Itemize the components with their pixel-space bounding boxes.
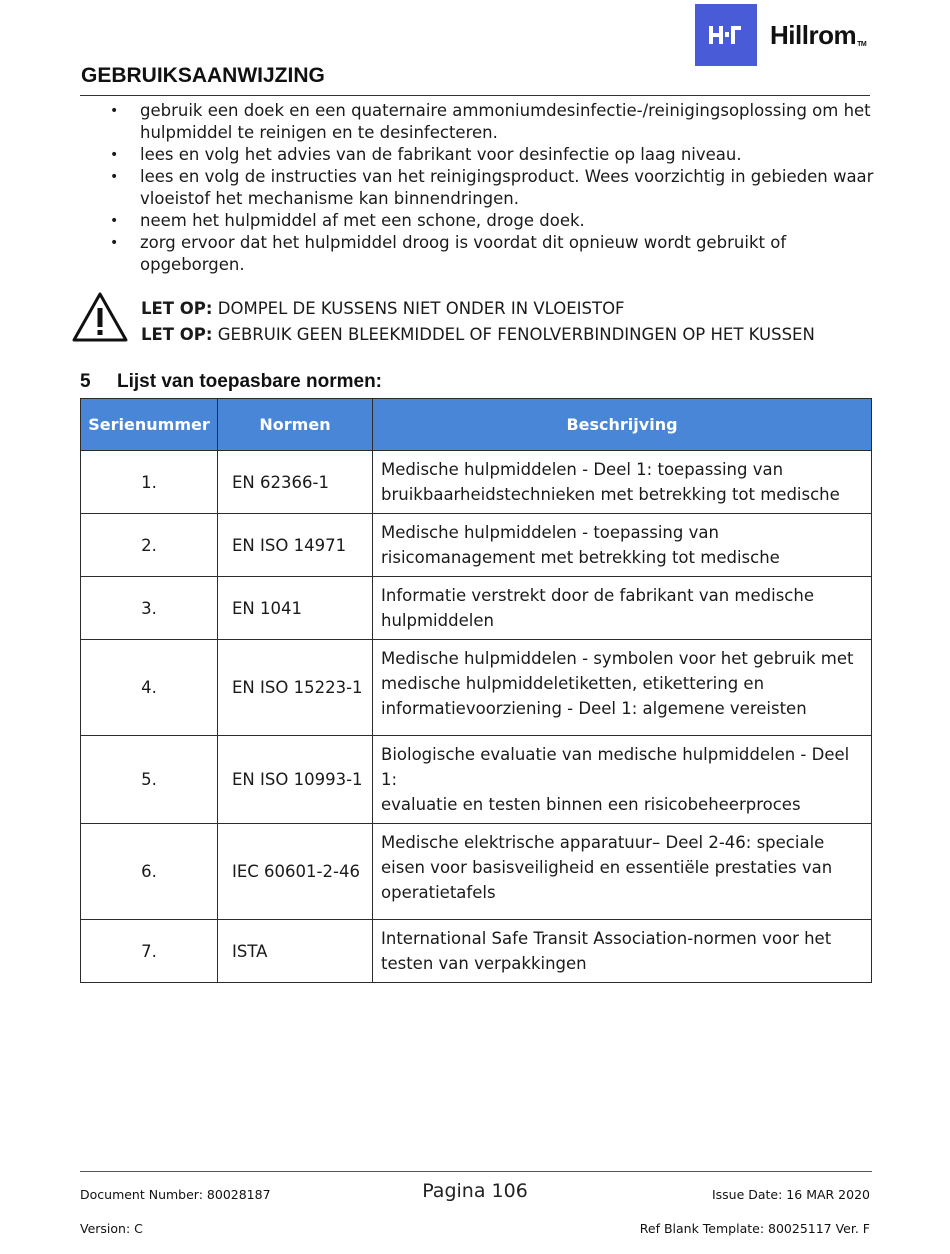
norm-cell: EN ISO 14971	[218, 514, 373, 577]
description-cell: International Safe Transit Association-normen voor het testen van verpakkingen	[373, 920, 872, 983]
brand-name: Hillrom™	[770, 20, 867, 50]
norm-cell: ISTA	[218, 920, 373, 983]
list-item: • zorg ervoor dat het hulpmiddel droog is voordat dit opnieuw wordt gebruikt of opgeborgen.	[110, 233, 787, 274]
norm-cell: EN 62366-1	[218, 451, 373, 514]
description-cell: Medische hulpmiddelen - toepassing van risicomanagement met betrekking tot medische	[373, 514, 872, 577]
description-cell: Medische hulpmiddelen - Deel 1: toepassing van bruikbaarheidstechnieken met betrekking tot medische	[373, 451, 872, 514]
serial-cell: 1.	[81, 451, 218, 514]
bullet-icon: •	[110, 213, 119, 229]
issue-date: Issue Date: 16 MAR 2020	[711, 1187, 870, 1202]
column-header-serial: Serienummer	[81, 399, 218, 451]
bullet-icon: •	[110, 103, 119, 119]
serial-cell: 2.	[81, 514, 218, 577]
serial-cell: 5.	[81, 736, 218, 824]
table-row	[81, 920, 872, 983]
table-row	[81, 640, 872, 736]
caution-line	[141, 298, 625, 320]
instruction-list	[108, 100, 878, 276]
table-header-row	[81, 399, 872, 451]
warning-triangle-icon	[71, 291, 129, 343]
title-divider	[80, 95, 870, 96]
norms-table	[80, 398, 872, 983]
section-title: Lijst van toepasbare normen:	[117, 371, 383, 392]
table-row	[81, 451, 872, 514]
version: Version: C	[80, 1221, 143, 1236]
section-number: 5	[80, 371, 91, 392]
hillrom-logo-icon	[695, 4, 757, 66]
footer-divider	[80, 1171, 872, 1172]
table-row	[81, 824, 872, 920]
caution-text: DOMPEL DE KUSSENS NIET ONDER IN VLOEISTOF	[212, 299, 625, 318]
table-row	[81, 514, 872, 577]
serial-cell: 4.	[81, 640, 218, 736]
trademark: TM	[857, 41, 867, 48]
norm-cell: EN ISO 15223-1	[218, 640, 373, 736]
caution-label: LET OP:	[141, 299, 213, 318]
description-cell: Medische hulpmiddelen - symbolen voor het gebruik met medische hulpmiddeletiketten, etikettering en informatievoorziening - Deel 1: algemene vereisten	[373, 640, 872, 736]
table-row	[81, 736, 872, 824]
caution-line	[141, 324, 815, 346]
norm-cell: EN ISO 10993-1	[218, 736, 373, 824]
description-cell: Informatie verstrekt door de fabrikant van medische hulpmiddelen	[373, 577, 872, 640]
norm-cell: EN 1041	[218, 577, 373, 640]
template-reference: Ref Blank Template: 80025117 Ver. F	[639, 1221, 870, 1236]
bullet-icon: •	[110, 235, 119, 251]
list-item: • gebruik een doek en een quaternaire ammoniumdesinfectie-/reinigingsoplossing om het hulpmiddel te reinigen en te desinfecteren.	[110, 101, 871, 142]
bullet-icon: •	[110, 147, 119, 163]
description-cell: Medische elektrische apparatuur– Deel 2-46: speciale eisen voor basisveiligheid en essentiële prestaties van operatietafels	[373, 824, 872, 920]
list-item: • neem het hulpmiddel af met een schone, droge doek.	[110, 211, 585, 230]
list-item: • lees en volg de instructies van het reinigingsproduct. Wees voorzichtig in gebieden waar vloeistof het mechanisme kan binnendringen.	[110, 167, 874, 208]
page-title: GEBRUIKSAANWIJZING	[81, 64, 325, 87]
page-number: Pagina 106	[422, 1180, 528, 1202]
caution-text: GEBRUIK GEEN BLEEKMIDDEL OF FENOLVERBINDINGEN OP HET KUSSEN	[212, 325, 815, 344]
column-header-description: Beschrijving	[373, 399, 872, 451]
document-number: Document Number: 80028187	[80, 1187, 271, 1202]
norm-cell: IEC 60601-2-46	[218, 824, 373, 920]
serial-cell: 3.	[81, 577, 218, 640]
serial-cell: 6.	[81, 824, 218, 920]
bullet-icon: •	[110, 169, 119, 185]
caution-label: LET OP:	[141, 325, 213, 344]
table-row	[81, 577, 872, 640]
section-heading	[80, 371, 382, 393]
serial-cell: 7.	[81, 920, 218, 983]
column-header-norms: Normen	[218, 399, 373, 451]
hillrom-mark-icon	[709, 24, 743, 46]
description-cell: Biologische evaluatie van medische hulpmiddelen - Deel 1: evaluatie en testen binnen een risicobeheerproces	[373, 736, 872, 824]
list-item: • lees en volg het advies van de fabrikant voor desinfectie op laag niveau.	[110, 145, 742, 164]
